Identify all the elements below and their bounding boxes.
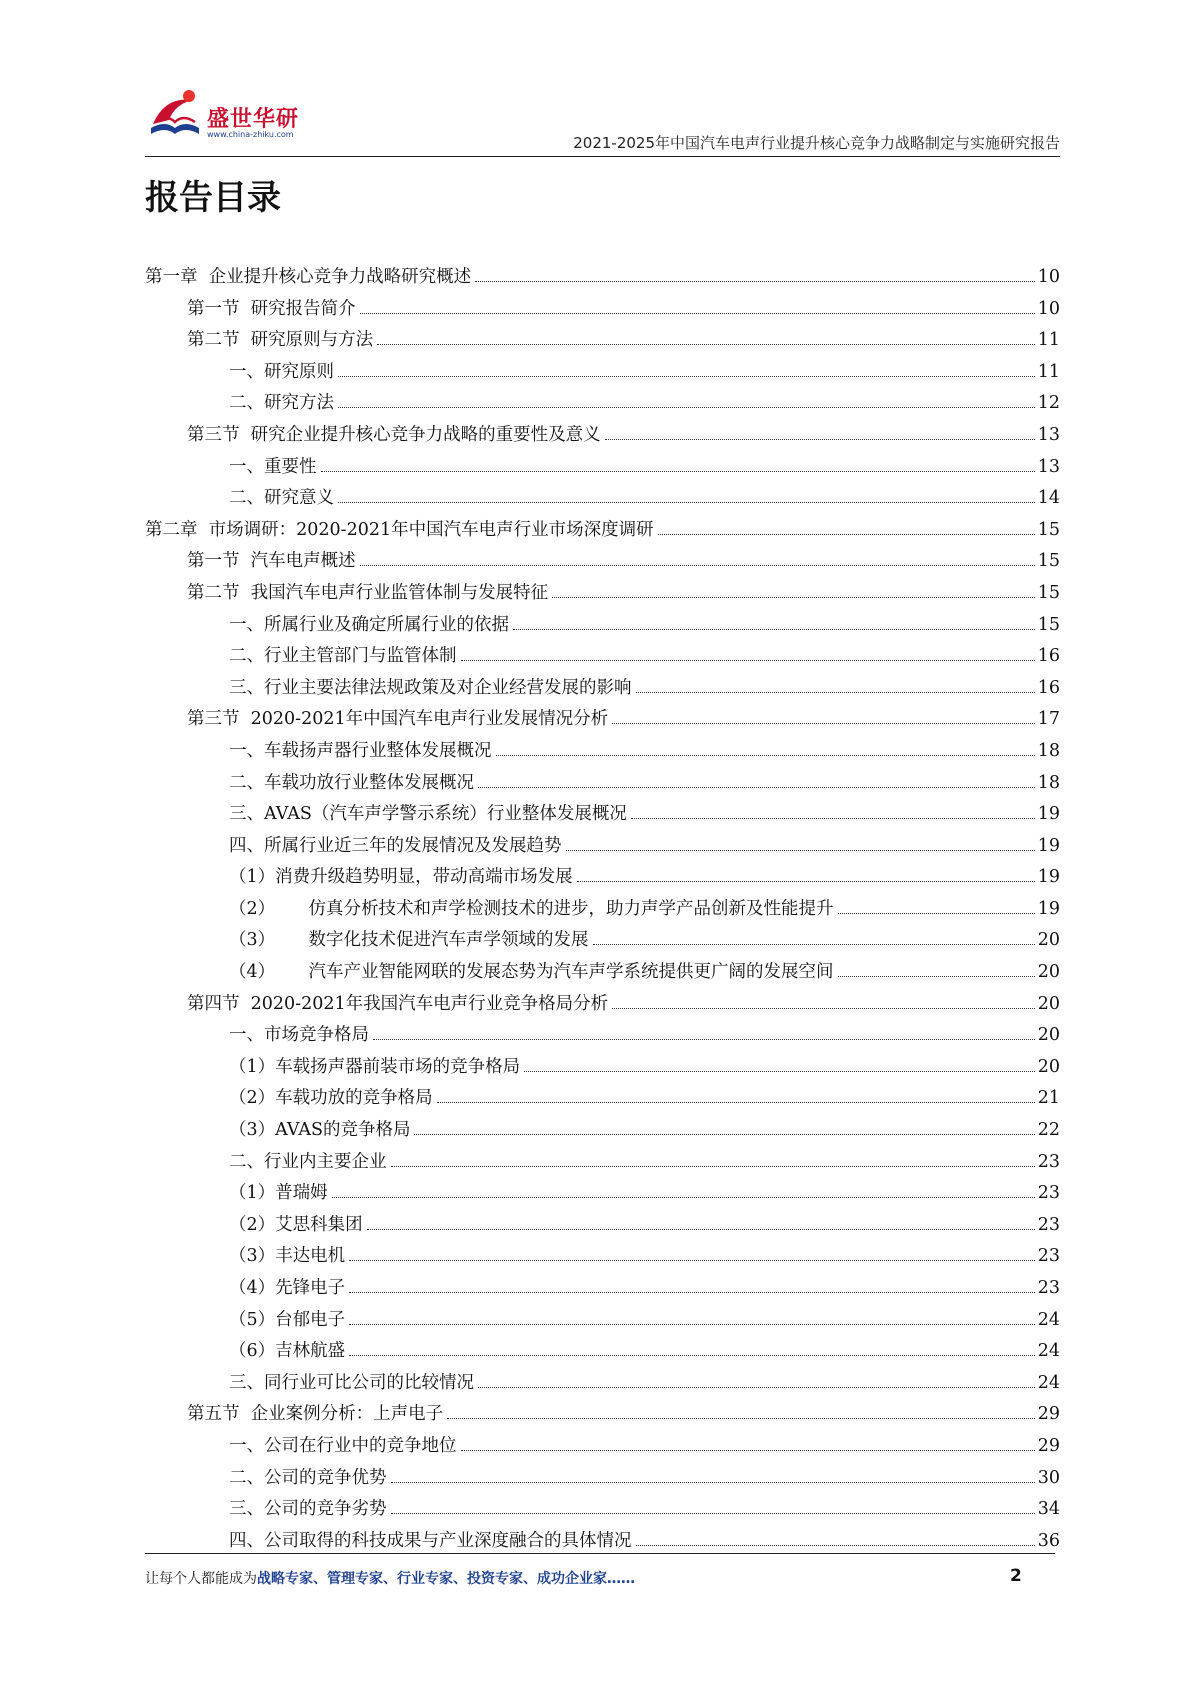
toc-entry[interactable]: [145, 388, 1060, 420]
toc-entry[interactable]: [145, 1020, 1060, 1052]
toc-leader-dots: [658, 534, 1035, 535]
toc-entry-page: 24: [1037, 1372, 1060, 1393]
header-divider: [145, 156, 1060, 157]
footer-divider: [145, 1553, 1055, 1554]
toc-entry-label: 一、公司在行业中的竞争地位: [229, 1435, 457, 1456]
toc-entry-page: 23: [1037, 1151, 1060, 1172]
toc-entry[interactable]: [145, 1052, 1060, 1084]
toc-entry-label: 三、公司的竞争劣势: [229, 1499, 387, 1520]
toc-leader-dots: [552, 597, 1035, 598]
toc-entry-page: 21: [1037, 1088, 1060, 1109]
toc-entry-label: 一、重要性: [229, 456, 317, 477]
toc-entry-label: 一、市场竞争格局: [229, 1025, 369, 1046]
toc-entry[interactable]: [145, 1368, 1060, 1400]
toc-entry-label: （1）普瑞姆: [229, 1183, 328, 1204]
toc-leader-dots: [373, 1039, 1035, 1040]
toc-entry-label: 一、研究原则: [229, 361, 334, 382]
toc-entry-page: 29: [1037, 1435, 1060, 1456]
toc-entry-label: （1）消费升级趋势明显，带动高端市场发展: [229, 867, 573, 888]
toc-entry-page: 16: [1037, 646, 1060, 667]
toc-leader-dots: [605, 439, 1035, 440]
toc-leader-dots: [349, 1324, 1035, 1325]
toc-entry[interactable]: [145, 673, 1060, 705]
page-title: 报告目录: [145, 178, 281, 218]
toc-leader-dots: [636, 692, 1035, 693]
toc-entry-page: 20: [1037, 993, 1060, 1014]
toc-entry[interactable]: [145, 262, 1060, 294]
toc-entry[interactable]: [145, 925, 1060, 957]
toc-leader-dots: [338, 376, 1035, 377]
toc-leader-dots: [593, 944, 1035, 945]
toc-leader-dots: [461, 1450, 1035, 1451]
toc-entry[interactable]: [145, 1178, 1060, 1210]
toc-entry-label: 二、行业内主要企业: [229, 1151, 387, 1172]
toc-leader-dots: [338, 407, 1035, 408]
toc-entry-page: 15: [1037, 519, 1060, 540]
toc-entry-label: 第二节 我国汽车电声行业监管体制与发展特征: [187, 582, 549, 603]
toc-entry-label: 二、行业主管部门与监管体制: [229, 646, 457, 667]
toc-entry[interactable]: [145, 1273, 1060, 1305]
toc-entry-label: 二、公司的竞争优势: [229, 1467, 387, 1488]
toc-entry-page: 15: [1037, 582, 1060, 603]
toc-leader-dots: [577, 881, 1035, 882]
toc-leader-dots: [414, 1134, 1034, 1135]
toc-leader-dots: [391, 1166, 1035, 1167]
toc-entry[interactable]: [145, 1463, 1060, 1495]
toc-leader-dots: [391, 1482, 1035, 1483]
toc-entry[interactable]: [145, 420, 1060, 452]
toc-leader-dots: [496, 755, 1035, 756]
toc-entry[interactable]: [145, 736, 1060, 768]
toc-entry-page: 19: [1037, 898, 1060, 919]
toc-entry[interactable]: [145, 610, 1060, 642]
company-logo: [145, 80, 315, 150]
toc-entry-label: （2）车载功放的竞争格局: [229, 1088, 433, 1109]
toc-entry-label: 第二章 市场调研：2020-2021年中国汽车电声行业市场深度调研: [145, 519, 654, 540]
toc-entry[interactable]: [145, 989, 1060, 1021]
toc-entry-page: 13: [1037, 456, 1060, 477]
toc-entry-page: 29: [1037, 1404, 1060, 1425]
toc-entry-label: （3）丰达电机: [229, 1246, 346, 1267]
toc-entry-label: （3） 数字化技术促进汽车声学领域的发展: [229, 930, 589, 951]
toc-leader-dots: [475, 281, 1035, 282]
table-of-contents: [145, 262, 1060, 1557]
report-title: 2021-2025年中国汽车电声行业提升核心竞争力战略制定与实施研究报告: [573, 134, 1060, 152]
toc-entry-label: 第二节 研究原则与方法: [187, 330, 374, 351]
toc-leader-dots: [478, 1387, 1035, 1388]
toc-entry-label: （1）车载扬声器前装市场的竞争格局: [229, 1056, 521, 1077]
logo-url: www.china-zhiku.com: [207, 130, 294, 139]
toc-entry-label: （6）吉林航盛: [229, 1341, 346, 1362]
toc-entry-label: （4） 汽车产业智能网联的发展态势为汽车声学系统提供更广阔的发展空间: [229, 962, 834, 983]
toc-entry-label: 三、同行业可比公司的比较情况: [229, 1372, 474, 1393]
toc-entry[interactable]: [145, 546, 1060, 578]
toc-leader-dots: [524, 1071, 1035, 1072]
toc-entry-page: 11: [1037, 361, 1060, 382]
toc-entry-page: 17: [1037, 709, 1060, 730]
toc-entry[interactable]: [145, 294, 1060, 326]
toc-entry-label: 一、车载扬声器行业整体发展概况: [229, 740, 492, 761]
toc-entry-label: （5）台郁电子: [229, 1309, 346, 1330]
toc-entry-label: 二、研究方法: [229, 393, 334, 414]
toc-entry-page: 11: [1037, 330, 1060, 351]
logo-text: 盛世华研: [207, 107, 300, 132]
toc-leader-dots: [612, 1008, 1035, 1009]
page-header: [145, 80, 1060, 160]
toc-leader-dots: [447, 1418, 1035, 1419]
toc-leader-dots: [391, 1513, 1035, 1514]
toc-entry-page: 19: [1037, 867, 1060, 888]
toc-entry-page: 20: [1037, 962, 1060, 983]
toc-entry-label: （2） 仿真分析技术和声学检测技术的进步，助力声学产品创新及性能提升: [229, 898, 834, 919]
logo-book-icon: [145, 86, 205, 146]
toc-leader-dots: [838, 913, 1035, 914]
footer-slogan-highlight: 战略专家、管理专家、行业专家、投资专家、成功企业家……: [257, 1571, 635, 1587]
toc-leader-dots: [349, 1292, 1035, 1293]
toc-entry-page: 24: [1037, 1309, 1060, 1330]
toc-entry-label: 第一章 企业提升核心竞争力战略研究概述: [145, 267, 472, 287]
toc-entry[interactable]: [145, 1305, 1060, 1337]
toc-leader-dots: [838, 976, 1035, 977]
toc-entry-label: 三、行业主要法律法规政策及对企业经营发展的影响: [229, 677, 632, 698]
footer-slogan-prefix: 让每个人都能成为: [145, 1571, 257, 1587]
toc-entry[interactable]: [145, 1210, 1060, 1242]
toc-entry[interactable]: [145, 1336, 1060, 1368]
toc-leader-dots: [377, 344, 1035, 345]
toc-entry-page: 13: [1037, 424, 1060, 445]
toc-entry-page: 19: [1037, 804, 1060, 825]
toc-entry-page: 22: [1037, 1120, 1060, 1141]
toc-entry-label: （4）先锋电子: [229, 1278, 346, 1298]
toc-entry-page: 36: [1037, 1530, 1060, 1551]
toc-entry[interactable]: [145, 894, 1060, 926]
toc-entry[interactable]: [145, 1115, 1060, 1147]
toc-entry-page: 16: [1037, 677, 1060, 698]
toc-entry[interactable]: [145, 1494, 1060, 1526]
toc-entry[interactable]: [145, 357, 1060, 389]
toc-entry[interactable]: [145, 799, 1060, 831]
toc-entry-label: 二、研究意义: [229, 488, 334, 509]
toc-entry[interactable]: [145, 704, 1060, 736]
toc-entry-page: 15: [1037, 551, 1060, 572]
toc-leader-dots: [513, 629, 1035, 630]
toc-entry[interactable]: [145, 1147, 1060, 1179]
toc-leader-dots: [566, 850, 1035, 851]
toc-entry-label: 第一节 汽车电声概述: [187, 551, 356, 572]
toc-leader-dots: [349, 1355, 1035, 1356]
toc-entry[interactable]: [145, 1241, 1060, 1273]
toc-leader-dots: [631, 818, 1035, 819]
toc-leader-dots: [461, 660, 1035, 661]
toc-leader-dots: [349, 1260, 1035, 1261]
toc-leader-dots: [321, 471, 1035, 472]
toc-entry-label: （3）AVAS的竞争格局: [229, 1120, 411, 1141]
toc-leader-dots: [360, 565, 1035, 566]
toc-entry-page: 23: [1037, 1278, 1060, 1298]
toc-entry-page: 18: [1037, 740, 1060, 761]
toc-leader-dots: [437, 1102, 1035, 1103]
toc-entry-page: 20: [1037, 1025, 1060, 1046]
page-number: 2: [1010, 1566, 1022, 1586]
toc-entry-page: 34: [1037, 1499, 1060, 1520]
toc-leader-dots: [338, 502, 1035, 503]
toc-entry[interactable]: [145, 862, 1060, 894]
toc-entry-label: 一、所属行业及确定所属行业的依据: [229, 614, 509, 635]
toc-entry[interactable]: [145, 641, 1060, 673]
toc-leader-dots: [332, 1197, 1035, 1198]
toc-entry-label: （2）艾思科集团: [229, 1214, 363, 1235]
toc-entry-page: 23: [1037, 1214, 1060, 1235]
toc-entry-page: 20: [1037, 1056, 1060, 1077]
toc-entry-label: 三、AVAS（汽车声学警示系统）行业整体发展概况: [229, 804, 627, 825]
toc-leader-dots: [367, 1229, 1035, 1230]
toc-entry[interactable]: [145, 515, 1060, 547]
toc-entry-label: 四、公司取得的科技成果与产业深度融合的具体情况: [229, 1530, 632, 1551]
toc-entry-page: 10: [1037, 298, 1060, 319]
toc-entry[interactable]: [145, 1431, 1060, 1463]
toc-entry-label: 第三节 研究企业提升核心竞争力战略的重要性及意义: [187, 424, 601, 445]
toc-entry[interactable]: [145, 325, 1060, 357]
toc-entry-page: 12: [1037, 393, 1060, 414]
toc-entry-label: 四、所属行业近三年的发展情况及发展趋势: [229, 835, 562, 856]
toc-leader-dots: [478, 787, 1035, 788]
toc-entry-label: 第五节 企业案例分析：上声电子: [187, 1404, 444, 1425]
toc-entry-label: 二、车载功放行业整体发展概况: [229, 772, 474, 793]
toc-entry-page: 10: [1037, 267, 1060, 287]
toc-entry-page: 20: [1037, 930, 1060, 951]
toc-entry[interactable]: [145, 578, 1060, 610]
toc-entry-label: 第一节 研究报告简介: [187, 298, 356, 319]
toc-entry[interactable]: [145, 768, 1060, 800]
toc-entry-page: 19: [1037, 835, 1060, 856]
toc-leader-dots: [360, 313, 1035, 314]
toc-leader-dots: [612, 723, 1035, 724]
footer-slogan: [145, 1568, 635, 1588]
toc-entry[interactable]: [145, 452, 1060, 484]
toc-entry-page: 30: [1037, 1467, 1060, 1488]
toc-entry[interactable]: [145, 957, 1060, 989]
toc-entry-page: 14: [1037, 488, 1060, 509]
toc-entry-page: 23: [1037, 1246, 1060, 1267]
toc-entry[interactable]: [145, 1083, 1060, 1115]
toc-entry[interactable]: [145, 1399, 1060, 1431]
toc-entry-page: 18: [1037, 772, 1060, 793]
toc-entry[interactable]: [145, 483, 1060, 515]
toc-entry-page: 24: [1037, 1341, 1060, 1362]
toc-entry-page: 15: [1037, 614, 1060, 635]
toc-entry-label: 第三节 2020-2021年中国汽车电声行业发展情况分析: [187, 709, 609, 730]
toc-leader-dots: [636, 1545, 1035, 1546]
toc-entry-label: 第四节 2020-2021年我国汽车电声行业竞争格局分析: [187, 993, 609, 1014]
toc-entry-page: 23: [1037, 1183, 1060, 1204]
toc-entry[interactable]: [145, 831, 1060, 863]
